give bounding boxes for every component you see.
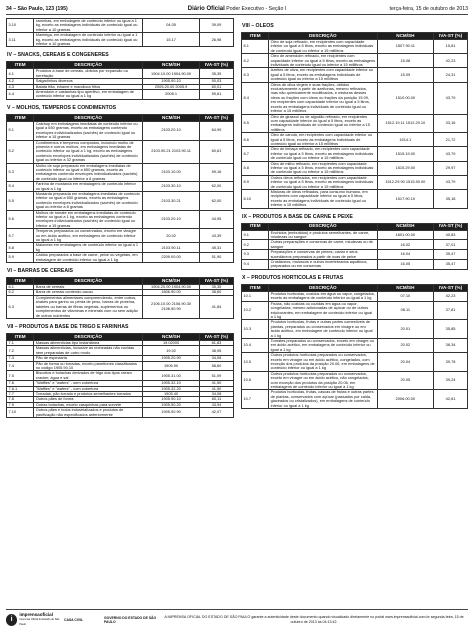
- iva-rate: 59,61: [199, 90, 233, 100]
- col-header-item: ITEM: [242, 284, 269, 291]
- item-number: 5.8: [7, 243, 34, 253]
- iva-rate: 60,01: [199, 84, 233, 89]
- item-description: Batata frita, inhame e mandioca fritos: [34, 84, 143, 89]
- table-row: [242, 353, 468, 372]
- section-title: VII – PRODUTOS A BASE DE TRIGO E FARINHAS: [7, 323, 129, 330]
- iva-rate: 15,81: [434, 40, 468, 54]
- item-description: Outros produtos hortícolas preparados ou conservados, exceto em vinagre ou em ácido acético, congelados, com exceção dos produtos da posição 20.06, em embalagens de conteúdo inferior ou igual a 1 kg: [269, 353, 377, 372]
- item-number: 7.1: [7, 340, 34, 345]
- ncm-code: 15.09: [377, 68, 434, 82]
- item-number: 5.6: [7, 210, 34, 229]
- item-description: Complementos alimentares compreendendo, entre outros, shakes para ganho ou perda de peso, barras de proteína, tabletes ou barras de fibras vegetais, suplementos ou complementos de vitaminas e minerais com ou sem adição de outros nutrientes: [34, 295, 143, 318]
- iva-rate: 21,72: [434, 133, 468, 147]
- table-row: [7, 229, 234, 243]
- iva-rate: 64,99: [199, 121, 233, 140]
- ncm-code: 16.04: [377, 250, 434, 260]
- item-number: 8.4: [242, 82, 269, 114]
- iva-rate: 34,08: [199, 356, 233, 361]
- col-header-ncm: NCM/SH: [377, 223, 434, 230]
- item-description: Mostarda preparada em embalagens imediatas de conteúdo inferior ou igual a 650 gramas, exceto as embalagens contendo envelopes individualizados (sachês) de conteúdo igual ou inferior a 8 gramas: [34, 191, 143, 210]
- item-number: 5.7: [7, 229, 34, 243]
- col-header-iva: IVA-ST (%): [199, 278, 233, 285]
- product-table: [241, 284, 468, 409]
- col-header-ncm: NCM/SH: [143, 114, 200, 121]
- item-description: Barra de cereais: [34, 285, 143, 290]
- item-description: Outras preparações e conservas de carne, miudezas ou de sangue: [269, 240, 377, 250]
- item-number: 10.6: [242, 371, 269, 390]
- item-number: 6.2: [7, 290, 34, 295]
- item-number: 4.3: [7, 84, 34, 89]
- item-number: 7.7: [7, 391, 34, 396]
- item-description: Óleo de canola, em recipientes com capacidade inferior ou igual a 5 litros, exceto as embalagens individuais de conteúdo igual ou inferior a 15 mililitros: [269, 133, 377, 147]
- product-table: [6, 61, 234, 99]
- item-description: Outros pães e bolos industrializados e produtos de panificação não especificados anteriormente: [34, 408, 143, 418]
- item-number: 5.1: [7, 121, 34, 140]
- header-section: Poder Executivo - Seção I: [224, 6, 287, 12]
- col-header-ncm: NCM/SH: [377, 284, 434, 291]
- iva-rate: 29,97: [434, 161, 468, 175]
- ncm-code: 2103.10.00: [143, 163, 200, 182]
- iva-rate: 24,31: [434, 68, 468, 82]
- table-row: [242, 175, 468, 189]
- item-description: Condimentos e temperos compostos, incluindo molho de pimenta e outros molhos, em embalagens imediatas de conteúdo inferior ou igual a 1 kg, exceto as embalagens contendo envelopes individualizados (sachês) de conteúdo igual ou inferior a 32 gramas: [34, 140, 143, 163]
- section-title: X – PRODUTOS HORTICOLAS E FRUTAS: [242, 274, 344, 281]
- item-number: 8.3: [242, 68, 269, 82]
- ncm-code: 1905.20.90: [143, 356, 200, 361]
- ncm-code: 1905.32.10: [143, 381, 200, 386]
- page-footer: [6, 609, 468, 629]
- iva-rate: 33,16: [434, 114, 468, 133]
- iva-rate: 37,01: [434, 240, 468, 250]
- casa-civil-label: CASA CIVIL: [64, 617, 84, 622]
- ncm-code: 20.04: [377, 353, 434, 372]
- item-number: 3.11: [7, 33, 34, 47]
- ncm-code: 2103.90.21 2103.90.11: [143, 140, 200, 163]
- item-number: 7.2: [7, 346, 34, 356]
- item-description: Caldos preparados a base de carne, peixe ou vegetais, em embalagem de conteúdo inferior ou igual a 1 kg: [34, 253, 143, 263]
- item-description: Outros óleos refinados, em recipientes com capacidade inferior ou igual a 5 litros, exceto as embalagens individuais de conteúdo igual ou inferior a 15 mililitros: [269, 175, 377, 189]
- item-description: Misturas de óleos refinados, para consumo humano, em recipientes com capacidade inferior ou igual a 5 litros, exceto as embalagens individuais de conteúdo igual ou inferior a 15 mililitros: [269, 190, 377, 209]
- header-title: Diário Oficial: [187, 6, 225, 12]
- ncm-code: 19.02: [143, 346, 200, 356]
- table-row: [242, 260, 468, 270]
- item-number: 5.2: [7, 140, 34, 163]
- table-row: [7, 210, 234, 229]
- ncm-code: 1512.29.90 1515.90.00: [377, 175, 434, 189]
- item-number: 8.2: [242, 54, 269, 68]
- table-row: [7, 19, 234, 33]
- item-description: Amendoim e castanhas tipo aperitivo, em embalagem de conteúdo inferior ou igual a 1 kg: [34, 90, 143, 100]
- item-description: Óleos de oliva virgem e suas frações, obtidos exclusivamente a partir de azeitonas, mesmo refinados, mas não quimicamente modificados, e misturas desses óleos ou frações com óleos ou frações da posição 15.09, em recipientes com capacidade inferior ou igual a 5 litros, exceto as embalagens individuais de conteúdo igual ou inferior a 15 mililitros: [269, 82, 377, 114]
- ncm-code: 2103.20.10: [143, 210, 200, 229]
- publisher-subtitle: Imprensa Oficial do Estado de São Paulo: [19, 618, 60, 626]
- item-description: Temperos preparados ou conservados, exceto em vinagre ou em ácido acético, em embalagens de conteúdo inferior ou igual a 1 kg: [34, 229, 143, 243]
- col-header-item: ITEM: [242, 223, 269, 230]
- ncm-code: 2008.1: [143, 90, 200, 100]
- publisher-logo: [6, 612, 64, 627]
- item-description: Óleo de linhaça refinado, em recipientes com capacidade inferior ou igual a 5 litros, exceto as embalagens individuais de conteúdo igual ou inferior a 15 mililitros: [269, 147, 377, 161]
- item-description: Produtos à base de cereais, obtidos por expansão ou torrefação: [34, 69, 143, 79]
- section-title: V – MOLHOS, TEMPEROS E CONDIMENTOS: [7, 104, 117, 111]
- item-description: Óleo de soja refinado, em recipientes com capacidade inferior ou igual a 5 litros, exceto as embalagens individuais de conteúdo igual ou inferior a 15 mililitros: [269, 40, 377, 54]
- product-table: [6, 114, 234, 263]
- item-description: Manteiga, em embalagem de conteúdo inferior ou igual a 1 kg, exceto as embalagens individuais de conteúdo igual ou inferior a 10 gramas: [34, 33, 143, 47]
- ncm-code: 1905.31.00: [143, 371, 200, 381]
- ncm-code: 1904.10.00 1904.90.00: [143, 69, 200, 79]
- iva-rate: 58,60: [199, 361, 233, 371]
- item-number: 10.7: [242, 390, 269, 409]
- iva-rate: 35,47: [434, 260, 468, 270]
- iva-rate: 59,16: [199, 163, 233, 182]
- item-number: 5.9: [7, 253, 34, 263]
- iva-rate: 51,09: [199, 371, 233, 381]
- ncm-code: 1515.29.00: [377, 161, 434, 175]
- table-row: [242, 54, 468, 68]
- table-row: [7, 408, 234, 418]
- section-title: VI – BARRAS DE CEREAIS: [7, 268, 74, 275]
- table-row: [242, 40, 468, 54]
- item-number: 7.4: [7, 361, 34, 371]
- item-number: 10.5: [242, 353, 269, 372]
- item-description: "Waffles" e "wafers" - sem cobertura: [34, 381, 143, 386]
- item-number: 8.7: [242, 147, 269, 161]
- product-table: [6, 333, 234, 418]
- item-number: 4.1: [7, 69, 34, 79]
- item-number: 7.9: [7, 402, 34, 407]
- ncm-code: 07.10: [377, 291, 434, 301]
- ncm-code: 16.05: [377, 260, 434, 270]
- ncm-code: 1904.20.00 1904.90.00: [143, 285, 200, 290]
- iva-rate: 39,78: [434, 353, 468, 372]
- ncm-code: 2005.20.00 2005.9: [143, 84, 200, 89]
- item-description: Biscoitos e bolachas derivados de trigo dos tipos cream cracker, água e sal: [34, 371, 143, 381]
- iva-rate: 43,94: [199, 402, 233, 407]
- item-number: 7.6: [7, 381, 34, 386]
- col-header-item: ITEM: [7, 333, 34, 340]
- product-table: [241, 32, 468, 209]
- ncm-code: 20.02: [377, 338, 434, 352]
- ncm-code: 1517.90.10: [377, 190, 434, 209]
- table-row: [242, 371, 468, 390]
- ncm-code: 16.02: [377, 240, 434, 250]
- ncm-code: 1905.90.90: [143, 408, 200, 418]
- item-number: 9.3: [242, 250, 269, 260]
- iva-rate: 81,83: [199, 340, 233, 345]
- iva-rate: 41,50: [199, 381, 233, 386]
- item-number: 7.6.1: [7, 386, 34, 391]
- table-row: [242, 133, 468, 147]
- page-header: [6, 4, 468, 15]
- item-number: 10.2: [242, 301, 269, 320]
- item-description: Pão de forma ou torradas, exceto panettones classificados no código 1905.90.10: [34, 361, 143, 371]
- item-description: Preparações e conservas de peixes; caviar e seus sucedâneos preparados a partir de ovas de peixe: [269, 250, 377, 260]
- item-description: Pão de especiaria: [34, 356, 143, 361]
- col-header-description: DESCRIÇÃO: [269, 223, 377, 230]
- ncm-code: 1512.19.11 1512.29.10: [377, 114, 434, 133]
- col-header-iva: IVA-ST (%): [199, 333, 233, 340]
- product-table: [241, 223, 468, 270]
- item-description: Outras bolachas, exceto casquinhas para sorvete: [34, 402, 143, 407]
- ncm-code: 15.17: [143, 33, 200, 47]
- ncm-code: 08.11: [377, 301, 434, 320]
- iva-rate: 41,50: [199, 386, 233, 391]
- ncm-code: 19.02000: [143, 340, 200, 345]
- iva-rate: 37,81: [434, 301, 468, 320]
- iva-rate: 43,79: [434, 175, 468, 189]
- item-description: Molho de soja preparado em embalagens imediatas de conteúdo inferior ou igual a 650 gramas, exceto as embalagens contendo envelopes individualizados (sachês) de conteúdo igual ou inferior a 8 gramas: [34, 163, 143, 182]
- col-header-item: ITEM: [7, 278, 34, 285]
- iva-rate: 38,95: [199, 346, 233, 356]
- col-header-description: DESCRIÇÃO: [34, 333, 143, 340]
- ncm-code: 1806.90.00: [143, 290, 200, 295]
- iva-rate: 35,35: [199, 285, 233, 290]
- ncm-code: 2106.10.00 2106.90.30 2106.90.90: [143, 295, 200, 318]
- item-number: 7.10: [7, 408, 34, 418]
- item-description: xaninhas, em embalagem de conteúdo inferior ou igual a 1 kg, exceto as embalagens individuais de conteúdo igual ou inferior a 10 gramas: [34, 19, 143, 33]
- iva-rate: 35,47: [434, 250, 468, 260]
- col-header-ncm: NCM/SH: [377, 33, 434, 40]
- table-row: [242, 161, 468, 175]
- item-number: 6.3: [7, 295, 34, 318]
- item-description: Maionese em embalagens de conteúdo inferior ou igual a 1 kg: [34, 243, 143, 253]
- iva-rate: 60,11: [199, 397, 233, 402]
- ncm-code: 1514.1: [377, 133, 434, 147]
- item-description: Barra de cereais contendo cacau: [34, 290, 143, 295]
- col-header-iva: IVA-ST (%): [199, 114, 233, 121]
- item-description: Molhos de tomate em embalagens imediatas de conteúdo inferior ou igual a 1 kg, exceto as embalagens contendo envelopes individualizados (sachês) de conteúdo igual ou inferior a 15 gramas: [34, 210, 143, 229]
- item-number: 7.3: [7, 356, 34, 361]
- ncm-code: 1905.90: [143, 361, 200, 371]
- item-number: 5.3: [7, 163, 34, 182]
- item-description: Produtos hortícolas, frutas, cascas de frutas e outras partes de plantas, conservados com açúcar (passados por calda, glaceados ou cristalizados), em embalagens de conteúdo inferior ou igual a 1 kg: [269, 390, 377, 409]
- item-number: 10.1: [242, 291, 269, 301]
- ncm-code: 1510.00.00: [377, 82, 434, 114]
- col-header-description: DESCRIÇÃO: [34, 62, 143, 69]
- table-row: [7, 140, 234, 163]
- item-description: Massas alimentícias tipo instantânea: [34, 340, 143, 345]
- left-column: [6, 18, 234, 418]
- iva-rate: 44,95: [199, 210, 233, 229]
- table-row: [7, 253, 234, 263]
- item-description: Outros pães de forma: [34, 397, 143, 402]
- iva-rate: 35,35: [199, 69, 233, 79]
- item-number: 8.10: [242, 190, 269, 209]
- table-row: [7, 33, 234, 47]
- table-row: [242, 301, 468, 320]
- ncm-code: 04.05: [143, 19, 200, 33]
- iva-rate: 39,09: [199, 19, 233, 33]
- ncm-code: 20.02: [143, 229, 200, 243]
- table-row: [242, 147, 468, 161]
- ncm-code: 2006.00.00: [377, 390, 434, 409]
- iva-rate: 39,24: [434, 371, 468, 390]
- table-row: [242, 338, 468, 352]
- header-publication: [122, 6, 353, 12]
- header-date: terça-feira, 15 de outubro de 2013: [389, 6, 468, 12]
- iva-rate: 43,39: [199, 229, 233, 243]
- header-page-number: 34 – São Paulo, 123 (195): [6, 6, 68, 12]
- item-number: 8.1: [242, 40, 269, 54]
- item-description: Óleo de milho refinado, em recipientes com capacidade inferior ou igual a 5 litros, exceto as embalagens individuais de conteúdo igual ou inferior a 15 mililitros: [269, 161, 377, 175]
- col-header-item: ITEM: [7, 62, 34, 69]
- item-number: 9.2: [242, 240, 269, 250]
- publisher-logo-icon: i: [6, 614, 17, 626]
- item-number: 4.2: [7, 79, 34, 84]
- section-title: IX – PRODUTOS A BASE DE CARNE E PEIXE: [242, 213, 353, 220]
- table-row: [242, 320, 468, 339]
- col-header-ncm: NCM/SH: [143, 333, 200, 340]
- item-description: Catchup em embalagens imediatas de conteúdo inferior ou igual a 650 gramas, exceto as embalagens contendo envelopes individualizados (sachês) de conteúdo igual ou inferior a 15 gramas: [34, 121, 143, 140]
- item-number: 9.4: [242, 260, 269, 270]
- ncm-code: 1601.00.00: [377, 230, 434, 240]
- ncm-code: 2103.30.10: [143, 182, 200, 192]
- item-description: Produtos hortícolas, frutas e outras partes comestíveis de plantas, preparados ou conservados em vinagre ou em ácido acético, em embalagem de conteúdo inferior ou igual a 1 kg: [269, 320, 377, 339]
- col-header-description: DESCRIÇÃO: [269, 284, 377, 291]
- item-number: 7.8: [7, 397, 34, 402]
- item-number: 9.1: [242, 230, 269, 240]
- item-number: 6.1: [7, 285, 34, 290]
- item-description: Frutas, não cozidas ou cozidas em água ou vapor, congeladas, mesmo adicionadas de açúcar ou de outros edulcorantes, em embalagem de conteúdo inferior ou igual a 1 kg: [269, 301, 377, 320]
- iva-rate: 42,61: [434, 390, 468, 409]
- table-row: [7, 163, 234, 182]
- item-description: Outros produtos hortícolas preparados ou conservados, exceto em vinagre ou em ácido acético, não congelados, com exceção dos produtos da posição 20.06, em embalagens de conteúdo inferior ou igual a 1 kg: [269, 371, 377, 390]
- ncm-code: 2103.20.10: [143, 121, 200, 140]
- ncm-code: 20.01: [377, 320, 434, 339]
- iva-rate: 62,00: [199, 182, 233, 192]
- item-description: Óleo de girassol ou de algodão refinado, em recipientes com capacidade inferior ou igual a 5 litros, exceto as embalagens individuais de conteúdo igual ou inferior a 15 mililitros: [269, 114, 377, 133]
- col-header-ncm: NCM/SH: [143, 62, 200, 69]
- col-header-item: ITEM: [7, 114, 34, 121]
- government-label: GOVERNO DO ESTADO DE SÃO PAULO: [104, 615, 157, 624]
- section-title: VIII – OLEOS: [242, 23, 274, 29]
- ncm-code: 2209.00.00: [143, 253, 200, 263]
- ncm-code: 1507.90.11: [377, 40, 434, 54]
- table-row: [242, 114, 468, 133]
- ncm-code: 1905.32.20: [143, 386, 200, 391]
- section-title: IV – SNACKS, CEREAIS E CONGENERES: [7, 52, 109, 59]
- col-header-ncm: NCM/SH: [143, 278, 200, 285]
- item-description: Óleo de amendoim refinado, em recipientes com capacidade inferior ou igual a 5 litros, exceto as embalagens individuais de conteúdo igual ou inferior a 15 mililitros: [270, 53, 376, 68]
- item-description: Salgadinhos diversos: [34, 79, 143, 84]
- table-row: [242, 190, 468, 209]
- col-header-description: DESCRIÇÃO: [34, 114, 143, 121]
- ncm-code: 1905.90.10: [143, 397, 200, 402]
- col-header-iva: IVA-ST (%): [434, 284, 468, 291]
- iva-rate: 38,60: [199, 290, 233, 295]
- table-row: [7, 121, 234, 140]
- item-description: Azeites de oliva, em recipientes com capacidade inferior ou igual a 5 litros, exceto as embalagens individuais de conteúdo igual ou inferior a 15 mililitros: [269, 68, 377, 82]
- item-number: 10.3: [242, 320, 269, 339]
- item-description: Massas alimentícias, inclusive as recheadas não cozidas nem preparadas de outro modo: [34, 346, 143, 356]
- item-description: Enchidos (embutidos) e produtos semelhantes, de carne, miudezas ou sangue: [269, 230, 377, 240]
- iva-rate: 35,85: [434, 320, 468, 339]
- item-number: 8.9: [242, 175, 269, 189]
- iva-rate: 43,79: [434, 147, 468, 161]
- table-row: [7, 90, 234, 100]
- iva-rate: 42,07: [199, 408, 233, 418]
- table-row: [7, 295, 234, 318]
- publisher-name: imprensaoficial: [19, 612, 54, 617]
- item-description: Tomates preparados ou conservados, exceto em vinagre ou em ácido acético, em embalagens de conteúdo inferior ou igual a 1 kg: [269, 338, 377, 352]
- iva-rate: 60,61: [199, 140, 233, 163]
- iva-rate: 62,00: [199, 191, 233, 210]
- iva-rate: 42,23: [434, 291, 468, 301]
- item-number: 7.5: [7, 371, 34, 381]
- iva-rate: 51,90: [199, 253, 233, 263]
- item-number: 5.5: [7, 191, 34, 210]
- item-number: 5.4: [7, 182, 34, 192]
- col-header-item: ITEM: [242, 33, 269, 40]
- col-header-iva: IVA-ST (%): [434, 33, 468, 40]
- col-header-description: DESCRIÇÃO: [34, 278, 143, 285]
- table-row: [7, 182, 234, 192]
- right-column: [241, 18, 468, 409]
- ncm-code: 15.08: [377, 54, 434, 68]
- ncm-code: 2103.90.11: [143, 243, 200, 253]
- iva-rate: 41,84: [199, 295, 233, 318]
- col-header-iva: IVA-ST (%): [199, 62, 233, 69]
- ncm-code: 1515.19.00: [377, 147, 434, 161]
- iva-rate: 36,34: [434, 338, 468, 352]
- iva-rate: 26,98: [199, 33, 233, 47]
- item-description: Torradas, pão torrado e produtos semelhantes torrados: [34, 391, 143, 396]
- ncm-code: 1905.90.10: [143, 79, 200, 84]
- item-description: Farinha de mostarda em embalagens de conteúdo inferior ou igual a 1 kg: [34, 182, 143, 192]
- item-number: 4.4: [7, 90, 34, 100]
- iva-rate: 50,03: [199, 79, 233, 84]
- ncm-code: 1905.90.20: [143, 402, 200, 407]
- ncm-code: 2103.30.21: [143, 191, 200, 210]
- iva-rate: 43,79: [434, 82, 468, 114]
- col-header-iva: IVA-ST (%): [434, 223, 468, 230]
- col-header-description: DESCRIÇÃO: [269, 33, 377, 40]
- iva-rate: 35,18: [434, 190, 468, 209]
- iva-rate: 42,23: [434, 54, 468, 68]
- iva-rate: 45,31: [199, 243, 233, 253]
- product-table: [6, 18, 234, 47]
- ncm-code: 1905.40: [143, 391, 200, 396]
- item-number: 8.6: [242, 133, 269, 147]
- item-number: 8.8: [242, 161, 269, 175]
- item-description: "Waffles" e "wafers" - com cobertura: [34, 386, 143, 391]
- iva-rate: 40,83: [434, 230, 468, 240]
- item-number: 3.10: [7, 19, 34, 33]
- table-row: [242, 82, 468, 114]
- table-row: [242, 68, 468, 82]
- item-number: 10.4: [242, 338, 269, 352]
- authenticity-notice: A IMPRENSA OFICIAL DO ESTADO DE SÃO PAULO garante a autenticidade deste documento quando visualizado diretamente no portal www.imprensaoficial.com.br segunda-feira, 15 de outubro de 2013 às 04:13:42.: [164, 615, 464, 624]
- iva-rate: 34,08: [199, 391, 233, 396]
- product-table: [6, 277, 234, 319]
- table-row: [242, 390, 468, 409]
- table-row: [242, 291, 468, 301]
- item-description: Crustáceos, moluscos e outros invertebrados aquáticos, preparados ou em conservas: [269, 260, 377, 270]
- table-row: [7, 191, 234, 210]
- item-description: Produtos hortícolas, cozidos em água ou vapor, congelados, exceto as embalagens de conteúdo inferior ou igual a 1 kg: [269, 291, 377, 301]
- ncm-code: 20.05: [377, 371, 434, 390]
- item-number: 8.5: [242, 114, 269, 133]
